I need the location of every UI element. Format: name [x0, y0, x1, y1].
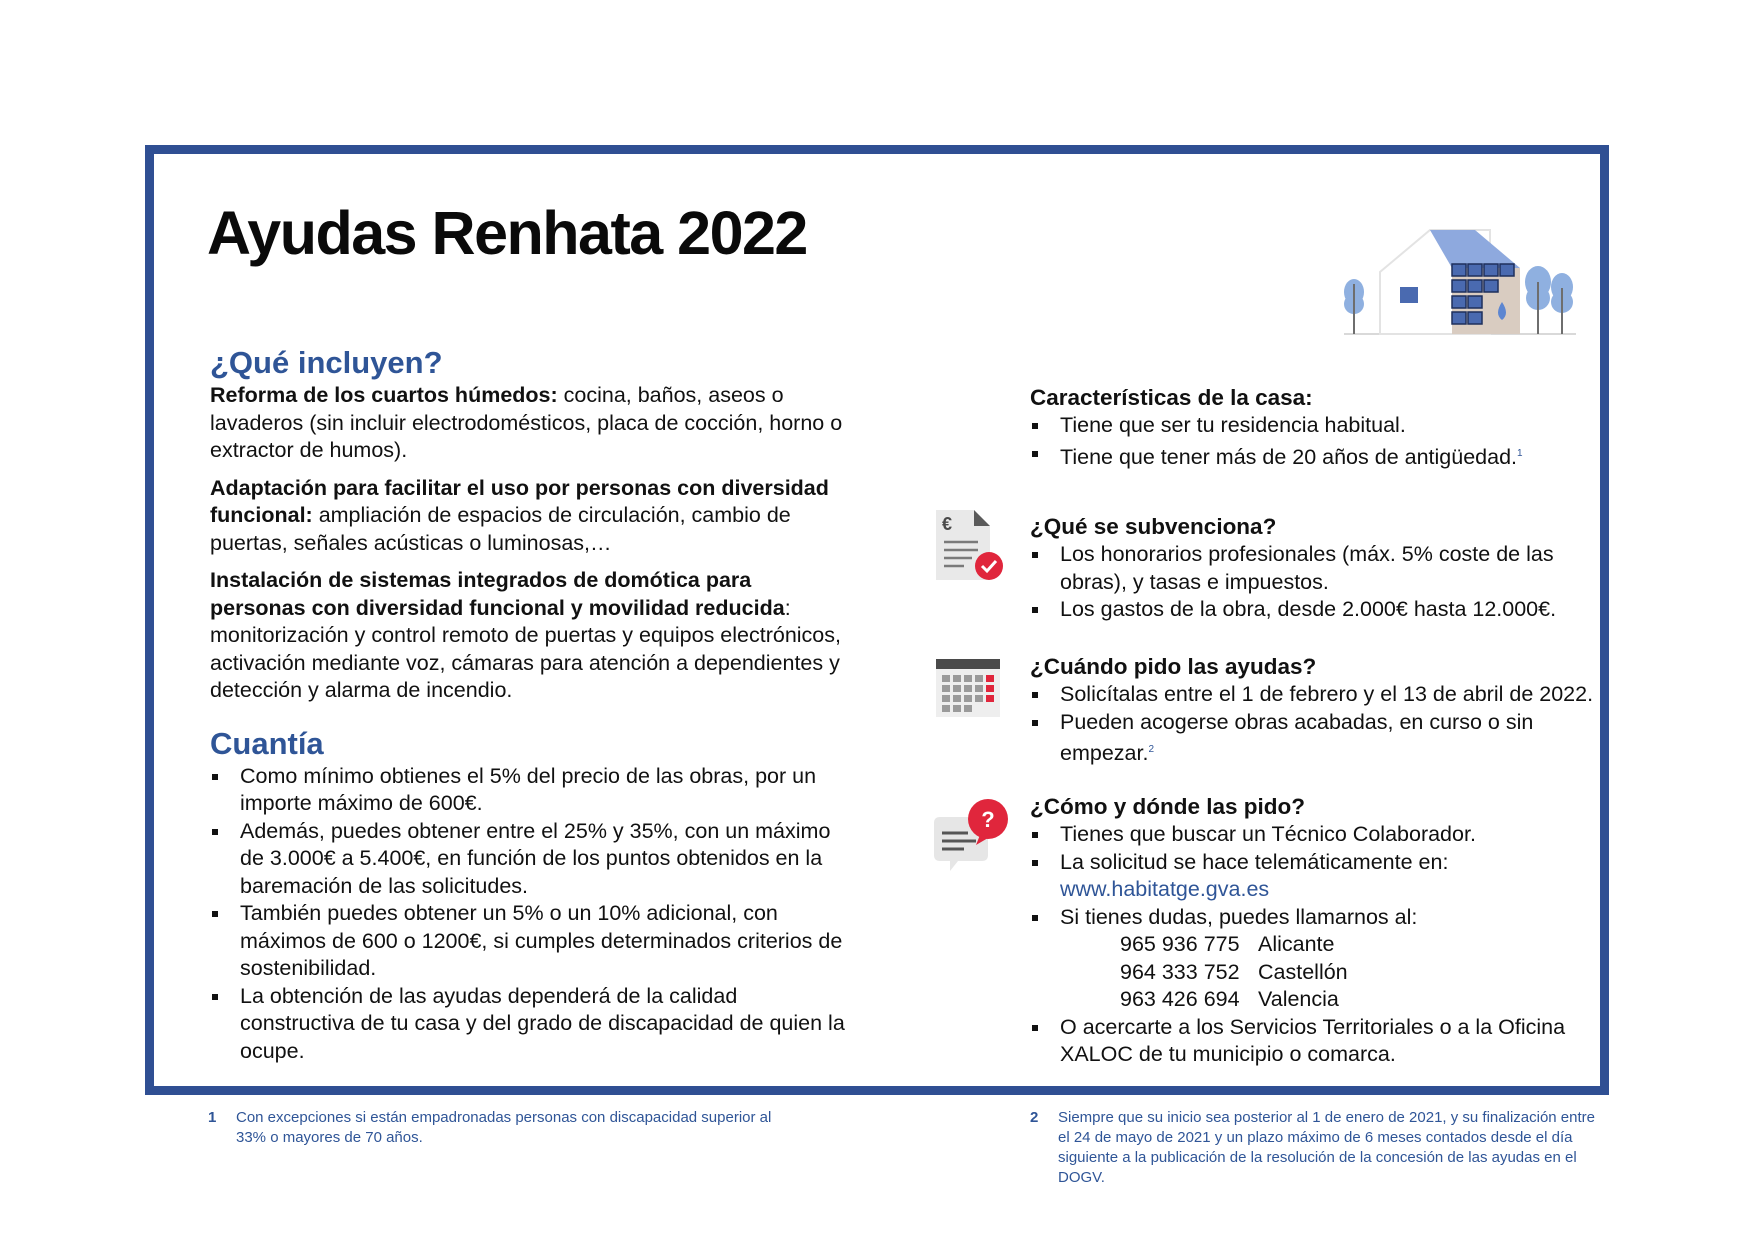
incluyen-item: Instalación de sistemas integrados de domótica para personas con diversidad funcional y movilidad reducida: monitorización y control remoto de puertas y equipos electrónicos, activación mediante voz, cámaras para atención a dependientes y detección y alarma de incendio. [210, 568, 841, 702]
list-item: También puedes obtener un 5% o un 10% adicional, con máximos de 600 o 1200€, si cumples determinados criterios de sostenibilidad. [210, 900, 850, 983]
phone-number[interactable]: 964 333 752 [1120, 959, 1240, 984]
list-item: Los gastos de la obra, desde 2.000€ hasta 12.000€. [1030, 596, 1610, 624]
list-item: Tiene que tener más de 20 años de antigüedad.$^1$ [1030, 440, 1610, 472]
list-item: Si tienes dudas, puedes llamarnos al: [1030, 904, 1610, 932]
footnote-number: 2 [1030, 1109, 1039, 1126]
phone-city: Alicante [1258, 932, 1335, 956]
list-item: Pueden acogerse obras acabadas, en curso o sin empezar.$^2$ [1030, 709, 1610, 768]
euro-invoice-check-icon [934, 508, 1004, 584]
section-heading-caracteristicas: Características de la casa: [1030, 385, 1313, 410]
website-link[interactable]: www.habitatge.gva.es [1060, 877, 1270, 901]
svg-text:€: € [942, 514, 953, 534]
footnote-2 [1030, 1108, 1600, 1188]
phone-number[interactable]: 965 936 775 [1120, 932, 1240, 956]
list-item: Como mínimo obtienes el 5% del precio de las obras, por un importe máximo de 600€. [210, 763, 850, 818]
footnote-number: 1 [208, 1109, 217, 1126]
footnote-1 [208, 1108, 788, 1148]
list-item: Solicítalas entre el 1 de febrero y el 13 de abril de 2022. [1030, 681, 1610, 709]
svg-text:?: ? [981, 807, 995, 832]
phone-row [1030, 959, 1610, 987]
phone-number[interactable]: 963 426 694 [1120, 987, 1240, 1011]
list-item: Tienes que buscar un Técnico Colaborador. [1030, 821, 1610, 849]
section-subvenciona [1030, 513, 1610, 624]
phone-row [1030, 986, 1610, 1014]
footnote-text: Con excepciones si están empadronadas personas con discapacidad superior al 33% o mayores de 70 años. [236, 1109, 772, 1146]
page-title: Ayudas Renhata 2022 [207, 199, 807, 267]
phone-row [1030, 931, 1610, 959]
cuantia-list [210, 763, 850, 1066]
phone-city: Valencia [1258, 987, 1339, 1011]
incluyen-item: Reforma de los cuartos húmedos: cocina, baños, aseos o lavaderos (sin incluir electrodomésticos, placa de cocción, horno o extractor de humos). [210, 383, 843, 462]
calendar-icon [934, 653, 1002, 719]
footnote-ref[interactable]: 2 [1148, 744, 1154, 755]
list-item: La solicitud se hace telemáticamente en: www.habitatge.gva.es [1030, 849, 1610, 904]
footnote-ref[interactable]: 1 [1517, 447, 1523, 459]
incluyen-item: Adaptación para facilitar el uso por personas con diversidad funcional: ampliación de espacios de circulación, cambio de puertas, señales acústicas o luminosas,… [210, 475, 829, 555]
section-heading-incluyen: ¿Qué incluyen? [210, 345, 443, 380]
list-item: La obtención de las ayudas dependerá de la calidad constructiva de tu casa y del grado de discapacidad de quien la ocupe. [210, 983, 850, 1066]
footnote-text: Siempre que su inicio sea posterior al 1 de enero de 2021, y su finalización entre el 24 de mayo de 2021 y un plazo máximo de 6 meses contados desde el día siguiente a la publicación de la resolución de la concesión de las ayudas en el DOGV. [1058, 1109, 1595, 1186]
list-item: Además, puedes obtener entre el 25% y 35%, con un máximo de 3.000€ a 5.400€, en función de los puntos obtenidos en la baremación de las solicitudes. [210, 818, 850, 901]
phone-city: Castellón [1258, 959, 1348, 984]
section-heading-subvenciona: ¿Qué se subvenciona? [1030, 514, 1277, 539]
list-item: O acercarte a los Servicios Territoriales o a la Oficina XALOC de tu municipio o comarca. [1030, 1014, 1610, 1069]
house-with-solar-panels-icon [1340, 222, 1580, 338]
left-column [210, 344, 850, 1065]
section-como [1030, 793, 1610, 1069]
section-heading-como: ¿Cómo y dónde las pido? [1030, 794, 1305, 819]
chat-question-icon [932, 795, 1012, 873]
section-caracteristicas [1030, 384, 1610, 471]
list-item: Tiene que ser tu residencia habitual. [1030, 412, 1610, 440]
section-heading-cuando: ¿Cuándo pido las ayudas? [1030, 654, 1317, 679]
list-item: Los honorarios profesionales (máx. 5% coste de las obras), y tasas e impuestos. [1030, 541, 1610, 596]
section-cuando [1030, 653, 1610, 768]
section-heading-cuantia: Cuantía [210, 725, 324, 761]
